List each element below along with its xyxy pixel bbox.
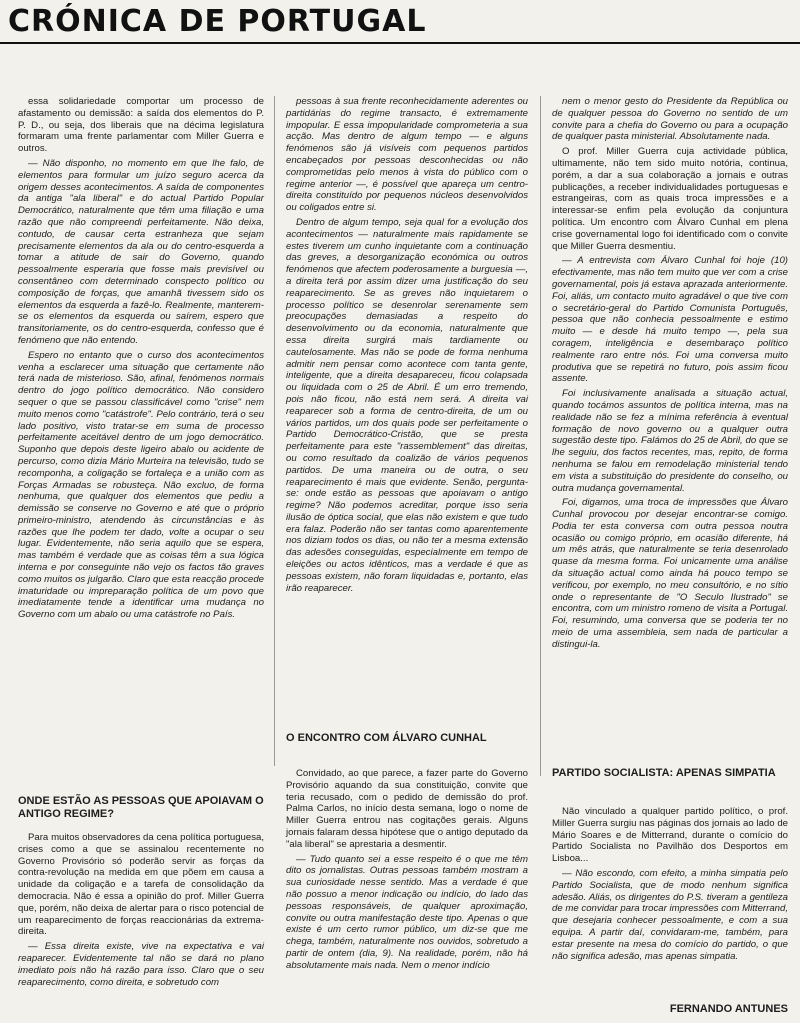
masthead-rule — [0, 42, 800, 44]
paragraph: Convidado, ao que parece, a fazer parte do Governo Provisório aquando da sua constituição, convite que teria recusado, com o pedido de demissão do prof. Palma Carlos, no início desta semana, logo o nome de Miller Guerra entrou nas cogitações gerais. Alguns jornais falaram dessa hipótese que o antigo deputado da "ala liberal" se aprestaria a desmentir. — [286, 768, 528, 850]
author-signature: FERNANDO ANTUNES — [669, 1003, 788, 1015]
section-heading-ps — [552, 767, 788, 780]
paragraph: Para muitos observadores da cena política portuguesa, crises como a que se assinalou recentemente no Governo Provisório só poderão servir as forças da contra-revolução na medida em que põem em causa a unidade da coligação e a tarefa de consolidação da democracia. Não é essa a opinião do prof. Miller Guerra que, porém, não deixa de alertar para o risco potencial de um reaparecimento de forças reaccionárias da extrema-direita. — [18, 832, 264, 938]
column-divider — [274, 96, 275, 766]
column-2 — [286, 96, 528, 597]
column-divider — [540, 96, 541, 776]
paragraph: — Tudo quanto sei a esse respeito é o que me têm dito os jornalistas. Outras pessoas também mostram a sua curiosidade nesse sentido. Mas a verdade é que não possuo a menor indicação ou indício, do lado das pessoas responsáveis, de qualquer aproximação, convite ou outra manifestação deste tipo. Apenas o que existe é um certo rumor público, um diz-se que me chega, também, naturalmente nos ouvidos, sobretudo a partir de ontem (dia, 9). Na realidade, porém, não há absolutamente mais nada. Nem o menor indício — [286, 853, 528, 971]
paragraph: Dentro de algum tempo, seja qual for a evolução dos acontecimentos — naturalmente mais rapidamente se estes tiverem um cunho inquietante com a continuação das greves, a desorganização económica ou outros fenómenos que afectem poderosamente a burguesia —, a direita terá por assim dizer uma justificação do seu reaparecimento. Se as greves não inquietarem o processo político se desenrolar serenamente sem preocupações demasiadas a respeito do desenvolvimento ou da economia, naturalmente que essa direita surgirá mais tardiamente ou cautelosamente. Mas não se pode de forma nenhuma admitir nem pensar como acontece com tanta gente, inteligente, que a direita desapareceu, ficou colapsada ou liquidada com o 25 de Abril. É um erro tremendo, pois não ficou, não está nem será. A direita vai reaparecer sob a forma de centro-direita, de um ou vários partidos, um dos quais pode ser perfeitamente o Partido Democrático-Cristão, que se presta perfeitamente para este "rassemblement" das direitas, ou como resultado da coalizão de vários pequenos partidos. De uma maneira ou de outra, o seu reaparecimento é mais que evidente. Senão, pergunta-se: onde estão as pessoas que apoiavam o antigo regime? Não podemos acreditar, porque isso seria ilusão de óptica social, que elas não existem e que tudo era falaz. Poderão não ser tantas como aparentemente nos diziam todos os dias, ou não ter a mesma extensão das adesões conseguidas, especialmente em tempo de eleições ou actos idênticos, mas a verdade é que as pessoas existem, não foram liquidadas e, portanto, elas irão reaparecer. — [286, 216, 528, 594]
paragraph: — Não escondo, com efeito, a minha simpatia pelo Partido Socialista, que de modo nenhum significa adesão. Aliás, os dirigentes do P.S. tiveram a gentileza de me convidar para trocar impressões com Mitterrand, que desejaria conhecer pessoalmente, e com a sua equipa. A partir daí, convidaram-me, também, para estar presente na mesa do comício do partido, o que não significa adesão, mas apenas simpatia. — [552, 867, 788, 962]
paragraph: Espero no entanto que o curso dos acontecimentos venha a esclarecer uma situação que certamente não terá nada de misterioso. São, afinal, fenómenos normais dentro do jogo político democrático. Não considero sequer o que se passou classificável como "crise" nem muito menos como "catástrofe". Pelo contrário, terá o seu lado positivo, visto tratar-se em suma de processo perfeitamente aceitável dentro de um jogo democrático. Suponho que depois deste ligeiro abalo ou acidente de percurso, como dizia Mário Murteira na televisão, tudo se recomponha, a coligação se fortaleça e a união com as Forças Armadas se robusteça. Não excluo, de forma nenhuma, que qualquer dos elementos que pediu a demissão se conserve no Governo e até que o próprio primeiro-ministro, atendendo às circunstâncias e às razões que lhe podem ter dado, volte a ocupar o seu lugar. Evidentemente, não seria aquilo que se espera, mas também é verdade que as coisas têm a sua lógica interna e por conseguinte não vejo os factos tão graves como muitos os julgarão. Claro que esta reacção procede imaturidade ou impreparação política de um povo que imediatamente tende a identificar uma mudança no Governo com um abalo ou uma catástrofe no País. — [18, 349, 264, 621]
paragraph: O prof. Miller Guerra cuja actividade pública, ultimamente, não tem sido muito notória, continua, porém, a dar a sua colaboração a jornais e outras publicações, a receber individualidades portuguesas e estrangeiras, com as quais troca impressões e a interessar-se enfim pela evolução da conjuntura política. Um encontro com Álvaro Cunhal em plena crise governamental logo foi identificado com o convite que Miller Guerra desmentiu. — [552, 146, 788, 252]
section-body-pessoas — [18, 832, 264, 991]
heading-text: O ENCONTRO COM ÁLVARO CUNHAL — [286, 732, 487, 744]
paragraph: pessoas à sua frente reconhecidamente aderentes ou partidárias do regime transacto, é extremamente impopular. E essa impopularidade comprometeria a sua acção. Mas dentro de algum tempo — e alguns fenómenos são já visíveis com pequenos partidos encabeçados por pessoas desconhecidas ou não comprometidas pelo menos à vista do público com o regime anterior —, é possível que apareça um centro-direita constituído por pequenos núcleos desenvolvidos ou coligados entre si. — [286, 96, 528, 214]
section-heading-encontro — [286, 732, 528, 745]
paragraph: Foi, digamos, uma troca de impressões que Álvaro Cunhal provocou por desejar encontrar-se comigo. Podia ter esta conversa com outra pessoa noutra ocasião ou comigo próprio, em ocasião diferente, há um mês atrás, que naturalmente se teria desenrolado quase da mesma forma. Foi unicamente uma análise da situação actual como ainda há pouco tempo se verificou, por exemplo, no meu consultório, e no sítio onde o representante de "O Seculo Ilustrado" se encontra, com um ministro romeno de visita a Portugal. Foi, resumindo, uma conversa que se poderia ter no meio de uma assembleia, sem nada de particular a distingui-la. — [552, 497, 788, 650]
paragraph: Não vinculado a qualquer partido político, o prof. Miller Guerra surgiu nas páginas dos jornais ao lado de Mário Soares e de Mitterrand, durante o comício do Partido Socialista no Pavilhão dos Desportos em Lisboa... — [552, 806, 788, 865]
heading-text: PARTIDO SOCIALISTA: APENAS SIMPATIA — [552, 767, 776, 779]
paragraph: Foi inclusivamente analisada a situação actual, quando tocámos assuntos de política interna, mas na realidade não se fez a mínima referência à eventual formação de novo governo ou a qualquer outra sugestão deste tipo. Falámos do 25 de Abril, do que se lhe seguiu, dos factos recentes, mas, repito, de forma nenhuma se falou em remodelação ministerial tendo em vista a substituição do presidente do conselho, ou outra mudança governamental. — [552, 388, 788, 494]
paragraph: — A entrevista com Álvaro Cunhal foi hoje (10) efectivamente, mas não tem muito que ver com a crise governamental, pois já estava aprazada anteriormente. Foi, aliás, um contacto muito agradável o que tive com o secretário-geral do Partido Comunista Português, pessoa que não conhecia pessoalmente e estimo muito — e desde há muito tempo —, pela sua coragem, inteligência e desembaraço político realmente raro entre nós. Foi uma conversa muito produtiva que se repetirá no futuro, pois assim ficou assente. — [552, 255, 788, 385]
paragraph: nem o menor gesto do Presidente da República ou de qualquer pessoa do Governo no sentido de um convite para a chefia do Governo ou para a ocupação de qualquer pasta ministerial. Absolutamente nada. — [552, 96, 788, 143]
section-heading-pessoas — [18, 795, 268, 821]
paragraph: — Essa direita existe, vive na expectativa e vai reaparecer. Evidentemente tal não se dará no plano imediato pois não há razão para isso. Claro que o seu reaparecimento, como direita, e sobretudo com — [18, 941, 264, 988]
masthead: CRÓNICA DE PORTUGAL — [8, 4, 427, 39]
heading-text: ONDE ESTÃO AS PESSOAS QUE APOIAVAM O ANTIGO REGIME? — [18, 795, 264, 820]
paragraph: — Não disponho, no momento em que lhe falo, de elementos para formular um juízo seguro acerca da origem desses acontecimentos. A saída de componentes da antiga "ala liberal" e do actual Partido Popular Democrático, naturalmente que têm uma filiação e uma razão que não compreendi perfeitamente. Não deixa, contudo, de causar certa estranheza que sejam precisamente elementos da ala ou do centro-esquerda a tomar a atitude de sair do Governo, quando pessoalmente esperaria que fosse mais previsível ou consentâneo com determinado conspecto político ou composição de forças, que amanhã tivessem sido os elementos da esquerda a fazê-lo. Realmente, manterem-se os elementos da esquerda ou saírem, espero que transitoriamente, os do centro-esquerda, confesso que é fenómeno que não entendo. — [18, 157, 264, 346]
section-body-ps — [552, 806, 788, 965]
column-1 — [18, 96, 264, 624]
section-body-encontro — [286, 768, 528, 975]
column-3 — [552, 96, 788, 654]
paragraph: essa solidariedade comportar um processo de afastamento ou demissão: a saída dos elementos do P. P. D., ou seja, dos liberais que na décima legislatura formaram uma frente parlamentar com Miller Guerra e outros. — [18, 96, 264, 155]
